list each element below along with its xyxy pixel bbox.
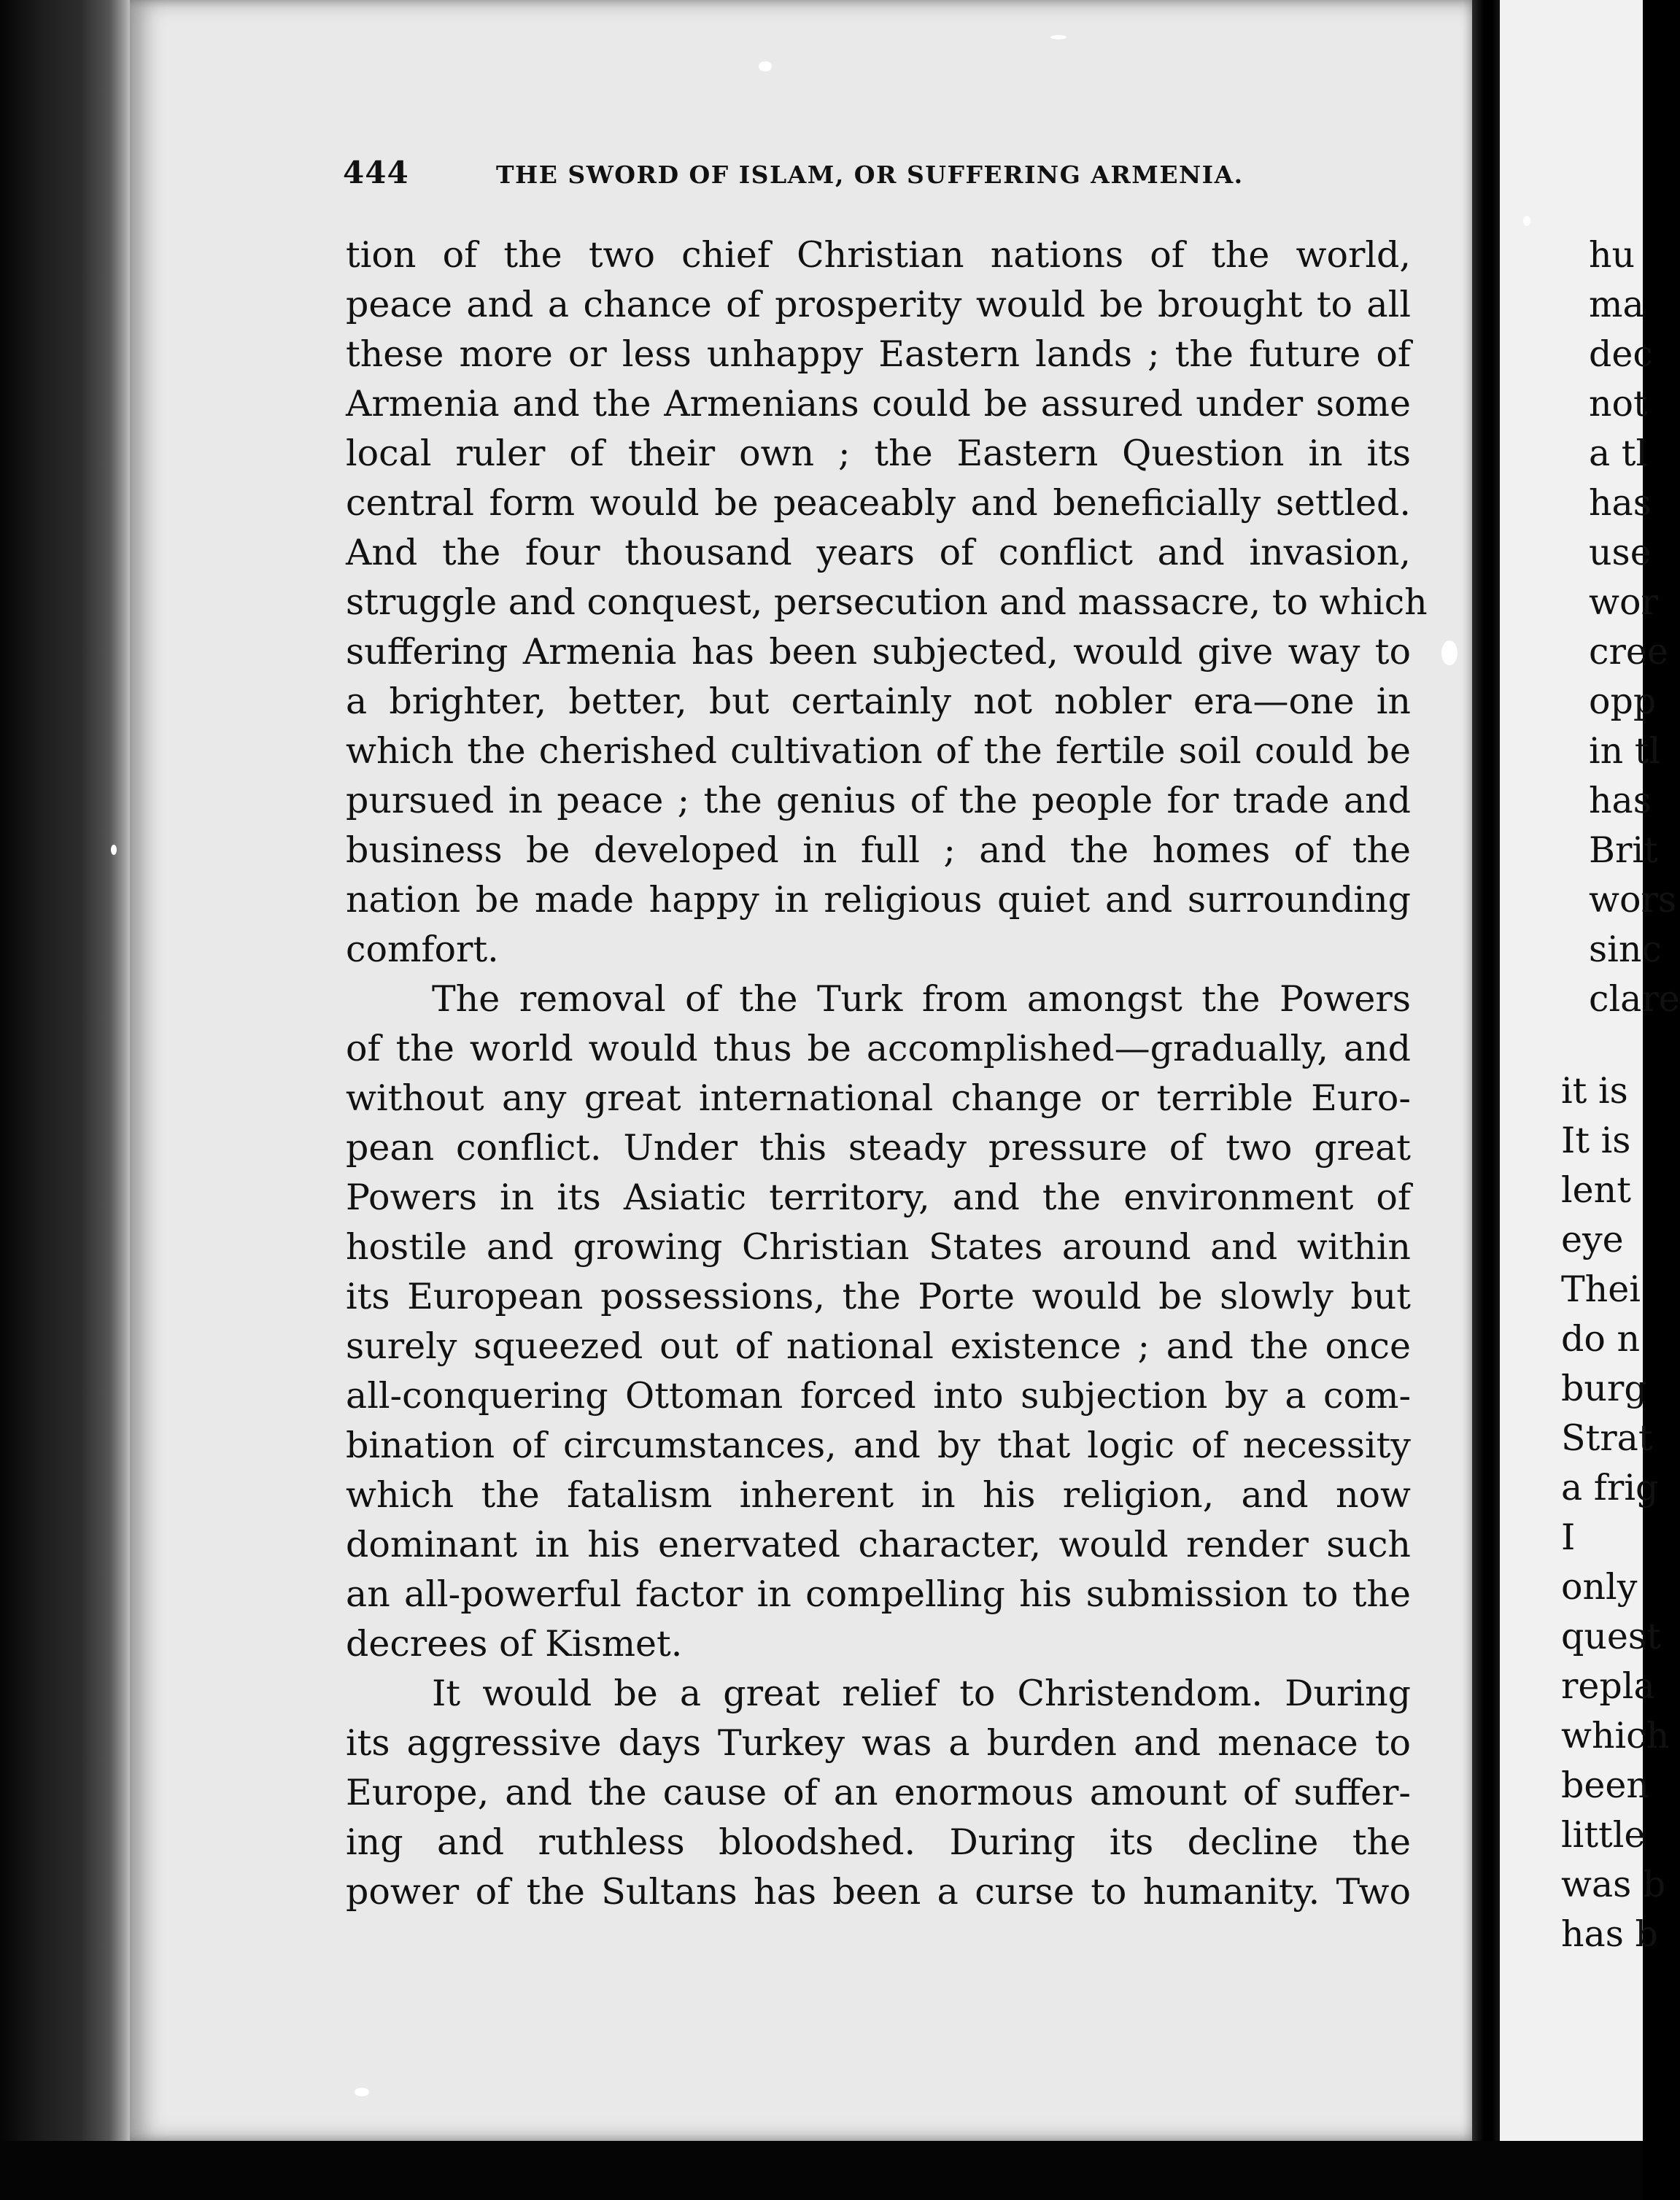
dust-speck: [111, 845, 117, 855]
scan-bottom-edge: [0, 2141, 1643, 2200]
dust-speck: [1523, 216, 1530, 226]
text-line: surely squeezed out of national existence ; and the once: [346, 1325, 1411, 1367]
right-text-fragment: has: [1589, 482, 1652, 524]
right-text-fragment: not: [1589, 383, 1648, 425]
right-text-fragment: a frig: [1561, 1467, 1659, 1508]
text-line: Armenia and the Armenians could be assured under some: [346, 383, 1411, 425]
right-text-fragment: hu: [1589, 234, 1636, 276]
text-line: tion of the two chief Christian nations of the world,: [346, 234, 1411, 276]
right-text-fragment: only: [1561, 1566, 1638, 1608]
body-text: [346, 231, 1428, 1917]
dust-speck: [355, 2088, 369, 2096]
text-line: central form would be peaceably and beneficially settled.: [346, 482, 1411, 524]
right-text-fragment: dec: [1589, 333, 1653, 375]
right-text-fragment: little: [1561, 1814, 1646, 1856]
text-line: It would be a great relief to Christendom. During: [432, 1673, 1411, 1714]
running-head: [343, 155, 1262, 198]
book-gutter: [1472, 0, 1501, 2200]
right-text-fragment: I: [1561, 1517, 1576, 1558]
right-text-fragment: has b: [1561, 1913, 1658, 1955]
text-line: suffering Armenia has been subjected, would give way to: [346, 631, 1411, 673]
text-line: these more or less unhappy Eastern lands ; the future of: [346, 333, 1411, 375]
dust-speck: [1441, 640, 1458, 665]
text-line: nation be made happy in religious quiet and surrounding: [346, 879, 1411, 921]
text-line: power of the Sultans has been a curse to humanity. Two: [346, 1871, 1411, 1913]
text-line: peace and a chance of prosperity would be brought to all: [346, 284, 1411, 325]
right-text-fragment: was b: [1561, 1864, 1666, 1905]
right-text-fragment: which: [1561, 1715, 1670, 1756]
right-text-fragment: has: [1589, 780, 1652, 821]
text-line: an all-powerful factor in compelling his submission to the: [346, 1573, 1411, 1615]
right-text-fragment: quest: [1561, 1616, 1661, 1657]
text-line: pursued in peace ; the genius of the people for trade and: [346, 780, 1411, 821]
right-text-fragment: wors: [1589, 879, 1677, 921]
right-text-fragment: use: [1589, 532, 1652, 573]
right-text-fragment: burg: [1561, 1368, 1647, 1409]
binding-edge: [0, 0, 131, 2141]
right-text-fragment: Strat: [1561, 1417, 1653, 1459]
text-line: hostile and growing Christian States around and within: [346, 1226, 1411, 1268]
right-text-fragment: It is: [1561, 1120, 1631, 1161]
text-line: which the cherished cultivation of the fertile soil could be: [346, 730, 1411, 772]
right-page-lower-text: [1561, 1066, 1669, 1959]
text-line: Europe, and the cause of an enormous amount of suffer-: [346, 1772, 1411, 1813]
right-text-fragment: in tl: [1589, 730, 1661, 772]
text-line: without any great international change or terrible Euro-: [346, 1077, 1411, 1119]
right-text-fragment: repla: [1561, 1665, 1655, 1707]
text-line: And the four thousand years of conflict and invasion,: [346, 532, 1411, 573]
text-line: struggle and conquest, persecution and massacre, to which: [346, 581, 1428, 623]
right-text-fragment: wor: [1589, 581, 1658, 623]
text-line: comfort.: [346, 929, 499, 970]
right-text-fragment: been: [1561, 1765, 1649, 1806]
text-line: local ruler of their own ; the Eastern Question in its: [346, 433, 1411, 474]
text-line: Powers in its Asiatic territory, and the environment of: [346, 1177, 1411, 1218]
right-text-fragment: lent: [1561, 1169, 1631, 1211]
text-line: The removal of the Turk from amongst the Powers: [432, 978, 1411, 1020]
text-line: pean conflict. Under this steady pressure of two great: [346, 1127, 1411, 1169]
text-line: its aggressive days Turkey was a burden and menace to: [346, 1722, 1411, 1764]
text-line: ing and ruthless bloodshed. During its decline the: [346, 1821, 1411, 1863]
page-number: 444: [343, 155, 409, 190]
right-text-fragment: opp: [1589, 681, 1657, 722]
running-title: THE SWORD OF ISLAM, OR SUFFERING ARMENIA.: [496, 160, 1244, 189]
right-page-upper-text: [1589, 231, 1680, 1024]
dust-speck: [759, 61, 772, 71]
right-text-fragment: cree: [1589, 631, 1668, 673]
right-text-fragment: do n: [1561, 1318, 1641, 1360]
right-text-fragment: ma: [1589, 284, 1644, 325]
right-text-fragment: it is: [1561, 1070, 1628, 1112]
right-text-fragment: a tl: [1589, 433, 1648, 474]
text-line: its European possessions, the Porte would be slowly but: [346, 1276, 1411, 1317]
right-text-fragment: Thei: [1561, 1269, 1641, 1310]
right-text-fragment: sinc: [1589, 929, 1662, 970]
text-line: decrees of Kismet.: [346, 1623, 683, 1665]
right-text-fragment: clare: [1589, 978, 1680, 1020]
text-line: a brighter, better, but certainly not nobler era—one in: [346, 681, 1411, 722]
right-text-fragment: eye: [1561, 1219, 1624, 1260]
text-line: business be developed in full ; and the homes of the: [346, 829, 1411, 871]
text-line: dominant in his enervated character, would render such: [346, 1524, 1411, 1565]
text-line: which the fatalism inherent in his religion, and now: [346, 1474, 1411, 1516]
dust-speck: [1050, 35, 1067, 39]
right-text-fragment: Brit: [1589, 829, 1658, 871]
text-line: all-conquering Ottoman forced into subjection by a com-: [346, 1375, 1411, 1417]
text-line: of the world would thus be accomplished—gradually, and: [346, 1028, 1411, 1069]
text-line: bination of circumstances, and by that logic of necessity: [346, 1425, 1411, 1466]
